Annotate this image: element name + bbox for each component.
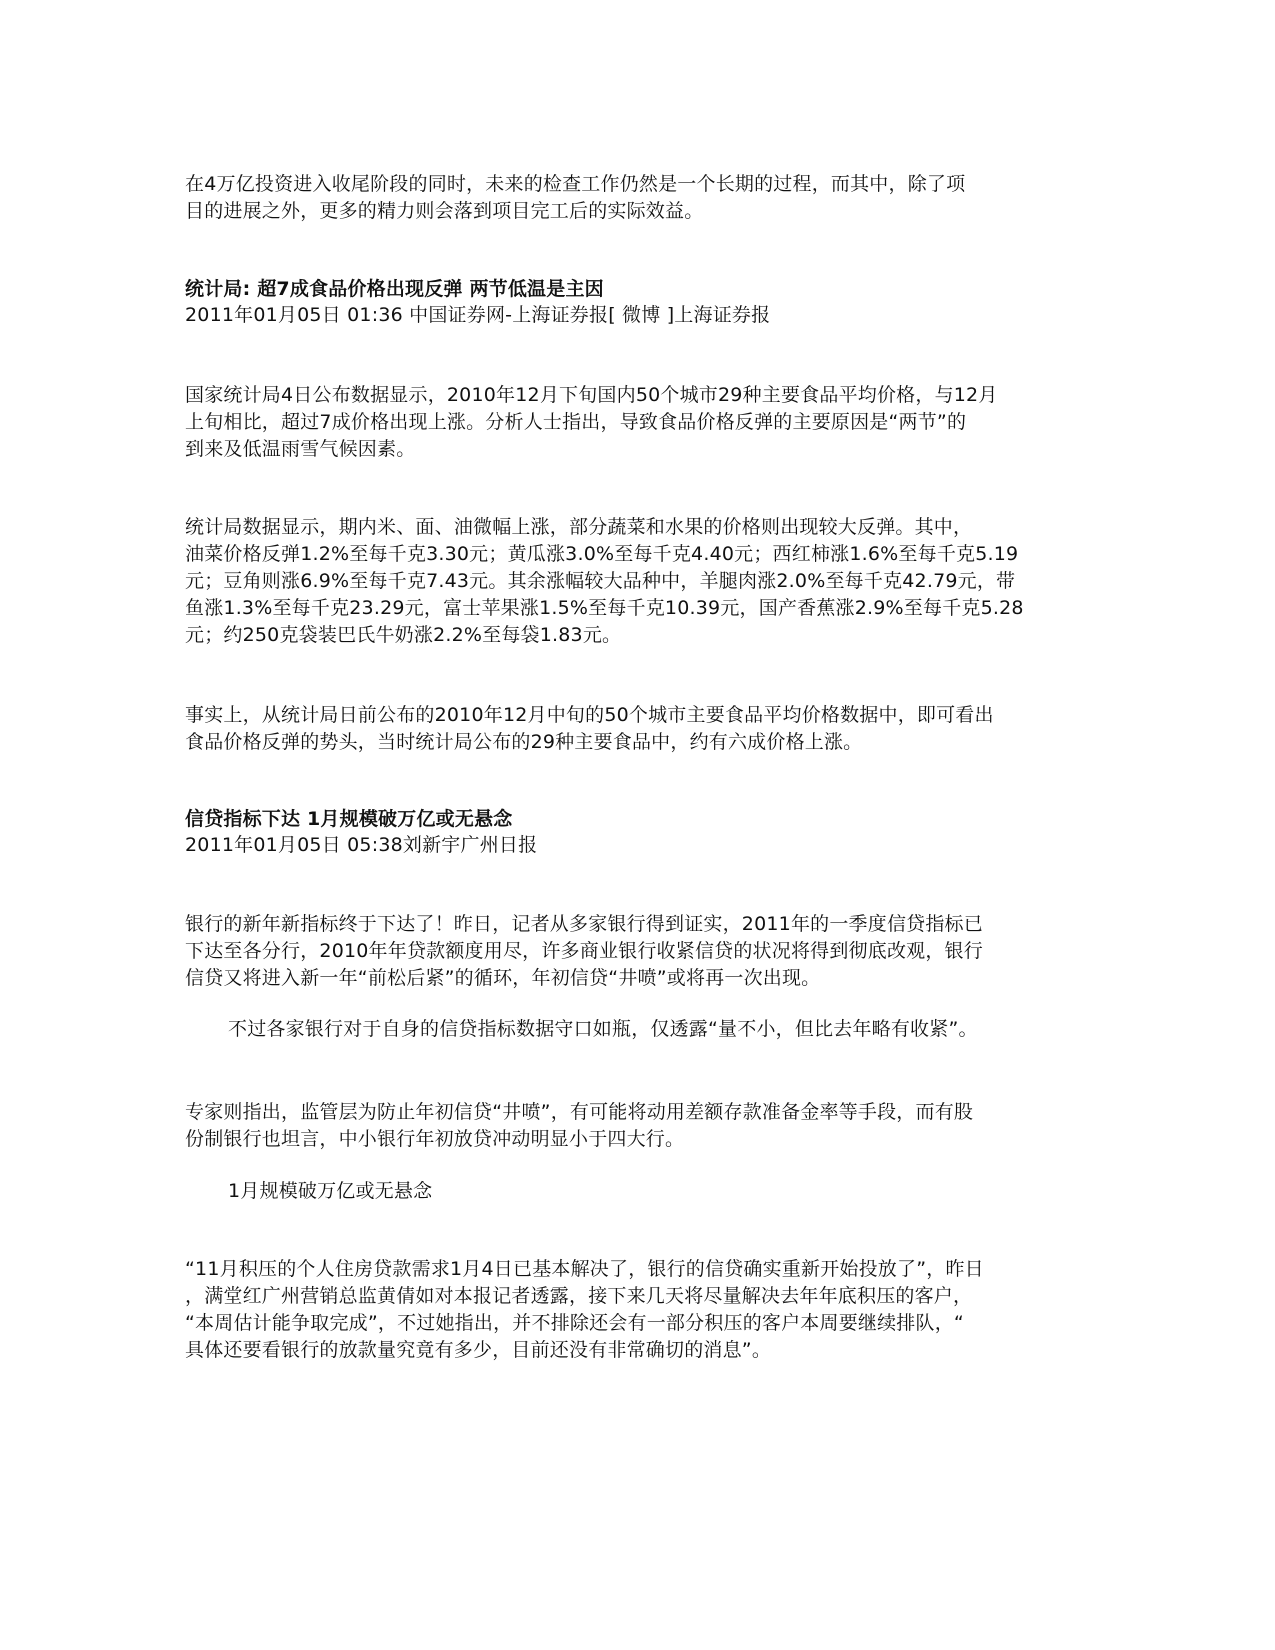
article-1-paragraph-3	[185, 702, 1090, 756]
intro-paragraph	[185, 171, 1090, 225]
article-2-paragraph-3	[185, 1099, 1090, 1153]
text-line: 具体还要看银行的放款量究竟有多少，目前还没有非常确切的消息”。	[185, 1339, 772, 1361]
text-line: 鱼涨1.3%至每千克23.29元，富士苹果涨1.5%至每千克10.39元，国产香蕉涨2.9%至每千克5.28	[185, 597, 1024, 619]
article-2-paragraph-1	[185, 911, 1090, 992]
article-2-subheading: 1月规模破万亿或无悬念	[228, 1180, 433, 1202]
article-1-paragraph-1	[185, 382, 1090, 463]
text-line: 事实上，从统计局日前公布的2010年12月中旬的50个城市主要食品平均价格数据中，即可看出	[185, 704, 994, 726]
text-line: “11月积压的个人住房贷款需求1月4日已基本解决了，银行的信贷确实重新开始投放了”，昨日	[185, 1258, 984, 1280]
text-line: 元；豆角则涨6.9%至每千克7.43元。其余涨幅较大品种中，羊腿肉涨2.0%至每千克42.79元，带	[185, 570, 1016, 592]
text-line: 上旬相比，超过7成价格出现上涨。分析人士指出，导致食品价格反弹的主要原因是“两节”的	[185, 411, 967, 433]
article-2-meta: 2011年01月05日 05:38刘新宇广州日报	[185, 834, 538, 856]
article-2-paragraph-4	[185, 1256, 1090, 1364]
article-1-paragraph-2	[185, 514, 1090, 649]
text-line: 银行的新年新指标终于下达了！昨日，记者从多家银行得到证实，2011年的一季度信贷指标已	[185, 913, 983, 935]
text-line: 信贷又将进入新一年“前松后紧”的循环，年初信贷“井喷”或将再一次出现。	[185, 967, 821, 989]
text-line: “本周估计能争取完成”，不过她指出，并不排除还会有一部分积压的客户本周要继续排队，“	[185, 1312, 964, 1334]
article-1-title: 统计局: 超7成食品价格出现反弹 两节低温是主因	[185, 278, 604, 300]
text-line: 份制银行也坦言，中小银行年初放贷冲动明显小于四大行。	[185, 1128, 685, 1150]
text-line: 油菜价格反弹1.2%至每千克3.30元；黄瓜涨3.0%至每千克4.40元；西红柿涨1.6%至每千克5.19	[185, 543, 1019, 565]
article-2-title: 信贷指标下达 1月规模破万亿或无悬念	[185, 808, 513, 830]
article-2-paragraph-2: 不过各家银行对于自身的信贷指标数据守口如瓶，仅透露“量不小，但比去年略有收紧”。	[228, 1018, 978, 1040]
text-line: 统计局数据显示，期内米、面、油微幅上涨，部分蔬菜和水果的价格则出现较大反弹。其中，	[185, 516, 973, 538]
text-line: 目的进展之外，更多的精力则会落到项目完工后的实际效益。	[185, 200, 704, 222]
text-line: 专家则指出，监管层为防止年初信贷“井喷”，有可能将动用差额存款准备金率等手段，而有股	[185, 1101, 974, 1123]
text-line: ，满堂红广州营销总监黄倩如对本报记者透露，接下来几天将尽量解决去年年底积压的客户，	[185, 1285, 973, 1307]
text-line: 到来及低温雨雪气候因素。	[185, 438, 416, 460]
article-1-meta: 2011年01月05日 01:36 中国证券网-上海证券报[ 微博 ]上海证券报	[185, 304, 771, 326]
text-line: 国家统计局4日公布数据显示，2010年12月下旬国内50个城市29种主要食品平均价格，与12月	[185, 384, 998, 406]
text-line: 在4万亿投资进入收尾阶段的同时，未来的检查工作仍然是一个长期的过程，而其中，除了项	[185, 173, 966, 195]
text-line: 元；约250克袋装巴氏牛奶涨2.2%至每袋1.83元。	[185, 624, 622, 646]
text-line: 食品价格反弹的势头，当时统计局公布的29种主要食品中，约有六成价格上涨。	[185, 731, 863, 753]
text-line: 下达至各分行，2010年年贷款额度用尽，许多商业银行收紧信贷的状况将得到彻底改观，银行	[185, 940, 983, 962]
